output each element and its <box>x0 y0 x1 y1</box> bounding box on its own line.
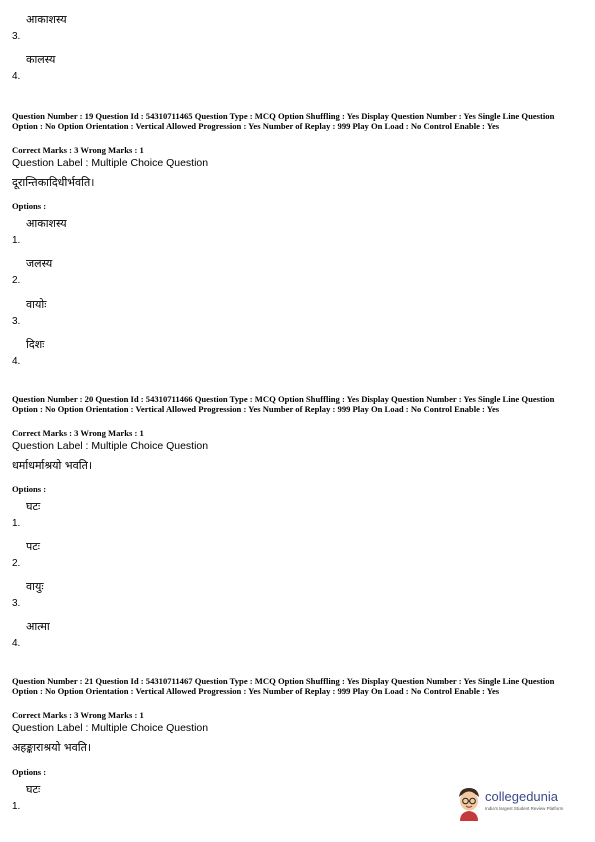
options-heading: Options : <box>12 484 47 494</box>
question-label: Question Label : Multiple Choice Question <box>12 157 209 169</box>
option-item <box>12 782 212 812</box>
option-item <box>12 539 212 569</box>
option-text: दिशः <box>26 338 45 351</box>
student-mascot-icon <box>455 785 483 821</box>
option-number: 1. <box>12 801 21 812</box>
question-marks: Correct Marks : 3 Wrong Marks : 1 <box>12 428 144 438</box>
option-text: वायोः <box>26 298 47 311</box>
question-meta: Question Number : 21 Question Id : 54310711467 Question Type : MCQ Option Shuffling : Yes Display Question Number : Yes Single Line Question Option : No Option Orientation : Vertical Allowed Progression : Yes Number of Replay : 999 Play On Load : No Control Enable : Yes <box>12 676 555 696</box>
option-number: 4. <box>12 356 21 367</box>
logo-tagline: India's largest Student Review Platform <box>485 806 564 811</box>
question-label: Question Label : Multiple Choice Question <box>12 722 209 734</box>
option-text: घटः <box>26 500 41 513</box>
question-text: धर्माधर्माश्रयो भवति। <box>12 459 93 472</box>
option-text: घटः <box>26 783 41 796</box>
option-number: 2. <box>12 275 21 286</box>
question-marks: Correct Marks : 3 Wrong Marks : 1 <box>12 145 144 155</box>
option-item <box>12 297 212 327</box>
option-text: आकाशस्य <box>26 13 67 26</box>
option-item <box>12 337 212 367</box>
option-number: 2. <box>12 558 21 569</box>
prev-option-3 <box>12 12 212 42</box>
option-text: जलस्य <box>26 257 53 270</box>
option-text: आत्मा <box>26 620 50 633</box>
option-item <box>12 579 212 609</box>
option-number: 3. <box>12 31 21 42</box>
prev-option-4 <box>12 52 212 82</box>
option-text: आकाशस्य <box>26 217 67 230</box>
question-text: अहङ्काराश्रयो भवति। <box>12 741 92 754</box>
option-text: कालस्य <box>26 53 56 66</box>
options-heading: Options : <box>12 201 47 211</box>
option-item <box>12 499 212 529</box>
question-meta: Question Number : 19 Question Id : 54310711465 Question Type : MCQ Option Shuffling : Yes Display Question Number : Yes Single Line Question Option : No Option Orientation : Vertical Allowed Progression : Yes Number of Replay : 999 Play On Load : No Control Enable : Yes <box>12 111 555 131</box>
logo-wordmark: collegedunia <box>485 789 559 804</box>
question-label: Question Label : Multiple Choice Question <box>12 440 209 452</box>
option-number: 3. <box>12 598 21 609</box>
option-number: 3. <box>12 316 21 327</box>
option-item <box>12 619 212 649</box>
option-item <box>12 216 212 246</box>
option-number: 4. <box>12 71 21 82</box>
question-meta: Question Number : 20 Question Id : 54310711466 Question Type : MCQ Option Shuffling : Yes Display Question Number : Yes Single Line Question Option : No Option Orientation : Vertical Allowed Progression : Yes Number of Replay : 999 Play On Load : No Control Enable : Yes <box>12 394 555 414</box>
option-number: 1. <box>12 235 21 246</box>
collegedunia-logo[interactable] <box>455 785 575 821</box>
question-text: दूरान्तिकादिधीर्भवति। <box>12 176 95 189</box>
question-marks: Correct Marks : 3 Wrong Marks : 1 <box>12 710 144 720</box>
option-number: 4. <box>12 638 21 649</box>
option-text: वायुः <box>26 580 44 593</box>
option-text: पटः <box>26 540 41 553</box>
option-number: 1. <box>12 518 21 529</box>
option-item <box>12 256 212 286</box>
options-heading: Options : <box>12 767 47 777</box>
